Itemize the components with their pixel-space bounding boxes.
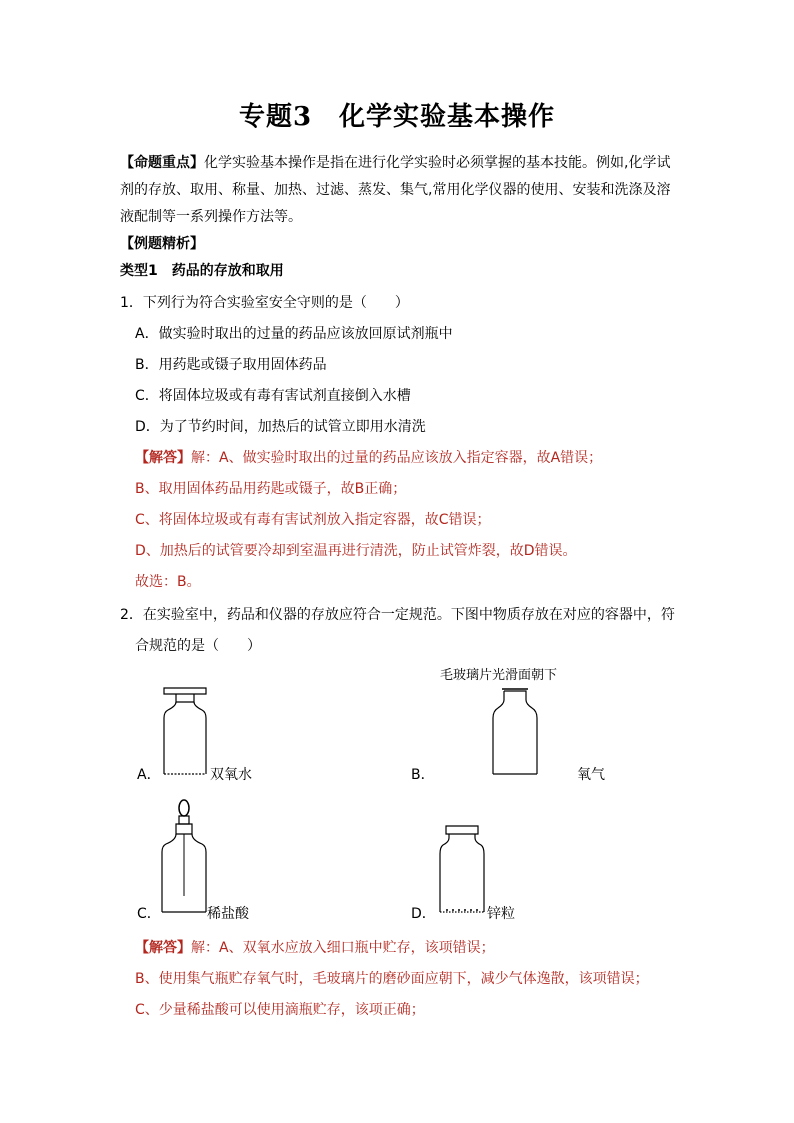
- q2-item-a-letter: A．: [137, 767, 161, 783]
- q1-stem: 1．下列行为符合实验室安全守则的是（ ）: [120, 295, 409, 311]
- intro-line-1: [120, 152, 670, 174]
- q2-stem-line-1: 2．在实验室中，药品和仪器的存放应符合一定规范。下图中物质存放在对应的容器中，符: [120, 607, 675, 623]
- gas-jar-b-icon: [488, 686, 540, 778]
- q2-answer-text-1: 解：A、双氧水应放入细口瓶中贮存，该项错误；: [191, 940, 495, 956]
- q2-item-c-label: 稀盐酸: [207, 906, 249, 922]
- q2-item-b-letter: B．: [411, 767, 435, 783]
- type-heading: 类型1 药品的存放和取用: [120, 263, 284, 279]
- intro-line-2: 剂的存放、取用、称量、加热、过滤、蒸发、集气,常用化学仪器的使用、安装和洗涤及溶: [120, 182, 671, 198]
- narrow-mouth-bottle-a-icon: [160, 686, 210, 778]
- q2-item-b-label: 氧气: [577, 767, 605, 783]
- q2-stem-line-2: 合规范的是（ ）: [135, 638, 261, 654]
- intro-text-1: 化学实验基本操作是指在进行化学实验时必须掌握的基本技能。例如,化学试: [204, 155, 671, 171]
- q1-option-a: A．做实验时取出的过量的药品应该放回原试剂瓶中: [135, 326, 453, 342]
- q1-answer-text-1: 解：A、做实验时取出的过量的药品应该放入指定容器，故A错误；: [191, 450, 603, 466]
- q1-answer-line-3: C、将固体垃圾或有毒有害试剂放入指定容器，故C错误；: [135, 512, 491, 528]
- page-title: 专题3 化学实验基本操作: [238, 102, 556, 132]
- q1-answer-label: 【解答】: [135, 450, 191, 466]
- q1-option-c: C．将固体垃圾或有毒有害试剂直接倒入水槽: [135, 388, 411, 404]
- q2-answer-line-1: [135, 937, 495, 959]
- q1-answer-line-1: [135, 447, 602, 469]
- intro-line-3: 液配制等一系列操作方法等。: [120, 209, 302, 225]
- q2-answer-line-3: C、少量稀盐酸可以使用滴瓶贮存，该项正确；: [135, 1002, 425, 1018]
- q2-answer-line-2: B、使用集气瓶贮存氧气时，毛玻璃片的磨砂面应朝下，减少气体逸散，该项错误；: [135, 971, 649, 987]
- q1-answer-line-4: D、加热后的试管要冷却到室温再进行清洗，防止试管炸裂，故D错误。: [135, 543, 577, 559]
- q2-answer-label: 【解答】: [135, 940, 191, 956]
- q1-option-d: D．为了节约时间，加热后的试管立即用水清洗: [135, 419, 426, 435]
- q2-item-d-letter: D．: [411, 906, 436, 922]
- dropper-bottle-c-icon: [158, 798, 210, 916]
- q1-option-b: B．用药匙或镊子取用固体药品: [135, 357, 327, 373]
- q1-answer-line-2: B、取用固体药品用药匙或镊子，故B正确；: [135, 481, 407, 497]
- wide-mouth-bottle-d-icon: [437, 824, 487, 916]
- intro-label: 【命题重点】: [120, 155, 204, 171]
- q2-item-c-letter: C．: [137, 906, 161, 922]
- q2-item-d-label: 锌粒: [487, 906, 515, 922]
- q1-answer-line-5: 故选：B。: [135, 574, 201, 590]
- figure-caption-b: 毛玻璃片光滑面朝下: [440, 668, 558, 683]
- q2-item-a-label: 双氧水: [210, 767, 252, 783]
- section-label: 【例题精析】: [120, 236, 204, 252]
